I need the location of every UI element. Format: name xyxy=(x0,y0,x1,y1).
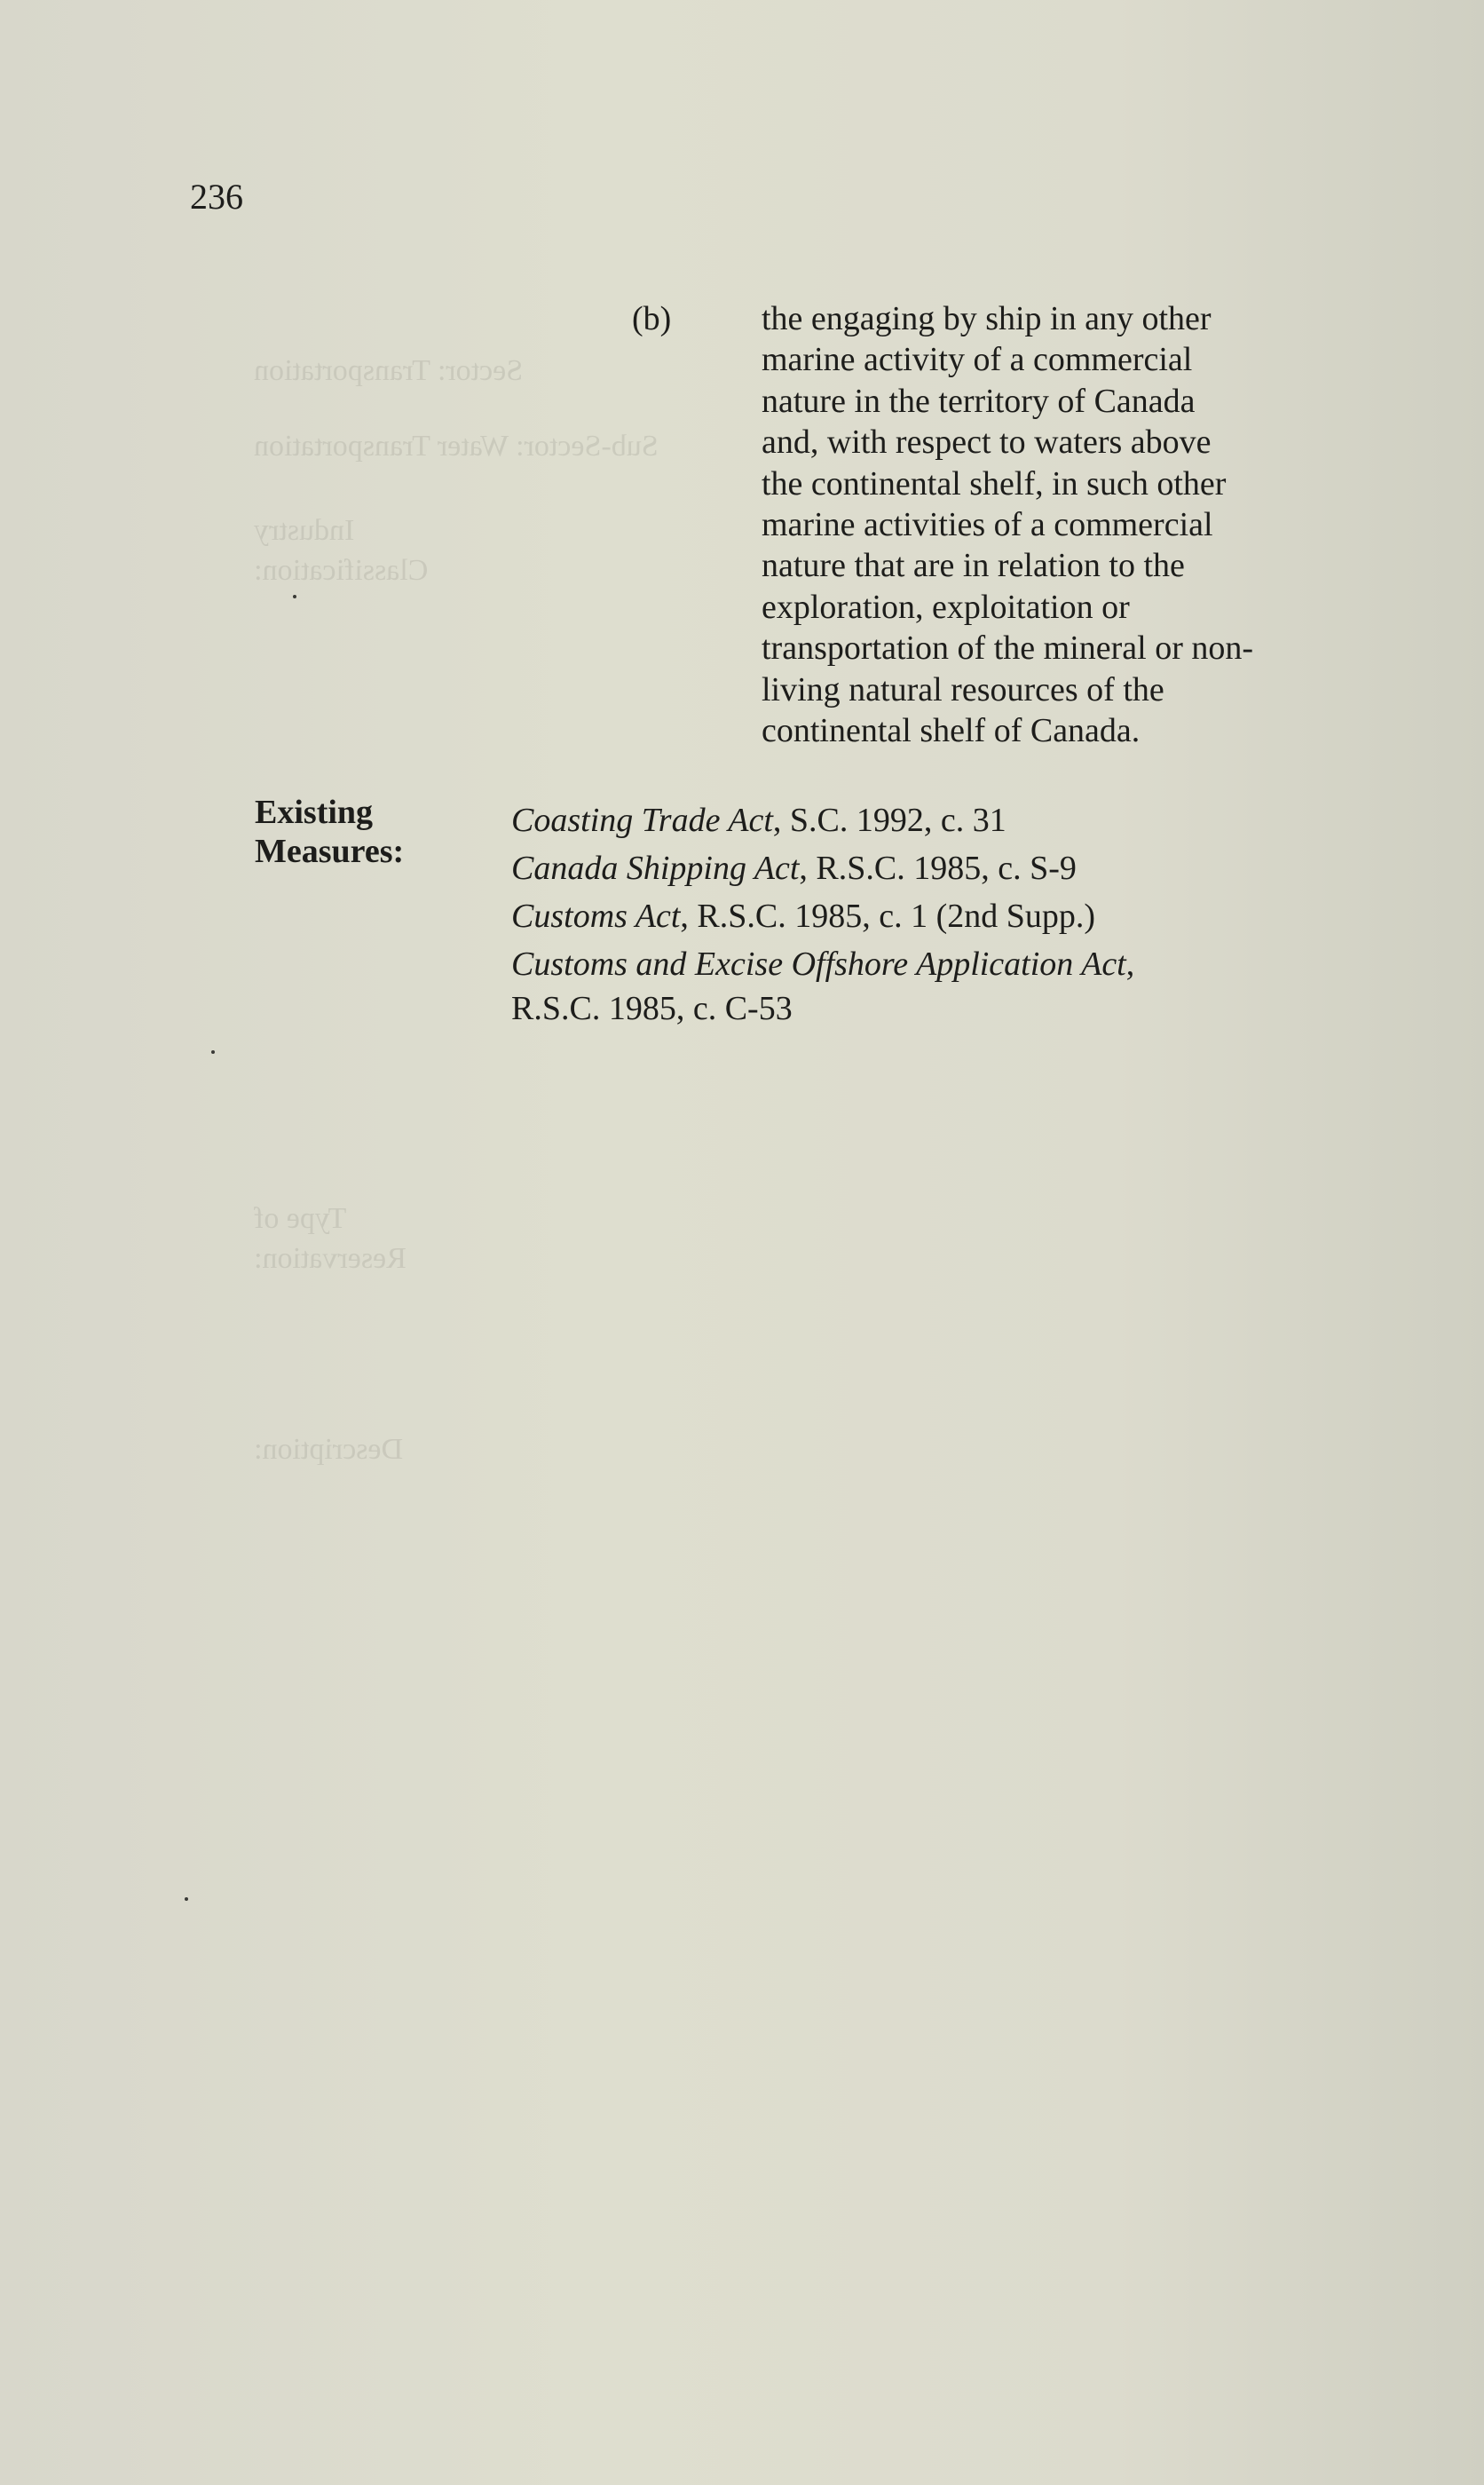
act-title: Coasting Trade Act xyxy=(511,802,773,839)
bleed-through-text: Sub-Sector: Water Transportation xyxy=(254,430,659,463)
page-number: 236 xyxy=(190,177,243,217)
paragraph-line: the engaging by ship in any other xyxy=(762,300,1212,337)
measure-item xyxy=(511,892,1134,940)
existing-measures-list xyxy=(511,796,1134,1029)
paragraph-line: nature in the territory of Canada xyxy=(762,382,1196,420)
paper-speck xyxy=(293,595,296,598)
paper-speck xyxy=(185,1897,188,1901)
measure-item xyxy=(511,844,1134,892)
bleed-through-text: Classification: xyxy=(254,554,429,587)
bleed-through-text: Description: xyxy=(254,1433,404,1466)
paragraph-line: and, with respect to waters above xyxy=(762,423,1212,462)
measure-item xyxy=(511,940,1134,1029)
act-citation: , R.S.C. 1985, c. S-9 xyxy=(799,850,1077,887)
measure-item xyxy=(511,796,1134,844)
paragraph-line: marine activity of a commercial xyxy=(762,341,1193,379)
paper-speck xyxy=(211,1050,215,1054)
paragraph-line: exploration, exploitation or xyxy=(762,588,1130,626)
act-title: Customs Act xyxy=(511,898,681,935)
act-title: Canada Shipping Act xyxy=(511,850,800,887)
paragraph-line: continental shelf of Canada. xyxy=(762,712,1141,750)
bleed-through-text: Sector: Transportation xyxy=(254,354,524,387)
item-paragraph xyxy=(762,298,1285,751)
bleed-through-text: Industry xyxy=(254,514,355,547)
item-label: (b) xyxy=(632,300,672,337)
paragraph-line: nature that are in relation to the xyxy=(762,547,1185,585)
act-citation: , S.C. 1992, c. 31 xyxy=(772,802,1006,839)
act-title: Customs and Excise Offshore Application Act xyxy=(511,946,1126,983)
act-citation: , R.S.C. 1985, c. 1 (2nd Supp.) xyxy=(680,898,1096,935)
act-citation: , xyxy=(1125,946,1135,983)
act-citation-continued: R.S.C. 1985, c. C-53 xyxy=(511,990,793,1027)
bleed-through-text: Reservation: xyxy=(254,1242,407,1275)
heading-line: Existing xyxy=(255,794,374,831)
bleed-through-text: Type of xyxy=(254,1202,347,1235)
existing-measures-heading xyxy=(255,793,404,871)
paragraph-line: marine activities of a commercial xyxy=(762,506,1213,544)
paragraph-line: transportation of the mineral or non- xyxy=(762,629,1254,668)
paragraph-line: the continental shelf, in such other xyxy=(762,464,1227,503)
heading-line: Measures: xyxy=(255,833,405,870)
paragraph-line: living natural resources of the xyxy=(762,670,1164,708)
